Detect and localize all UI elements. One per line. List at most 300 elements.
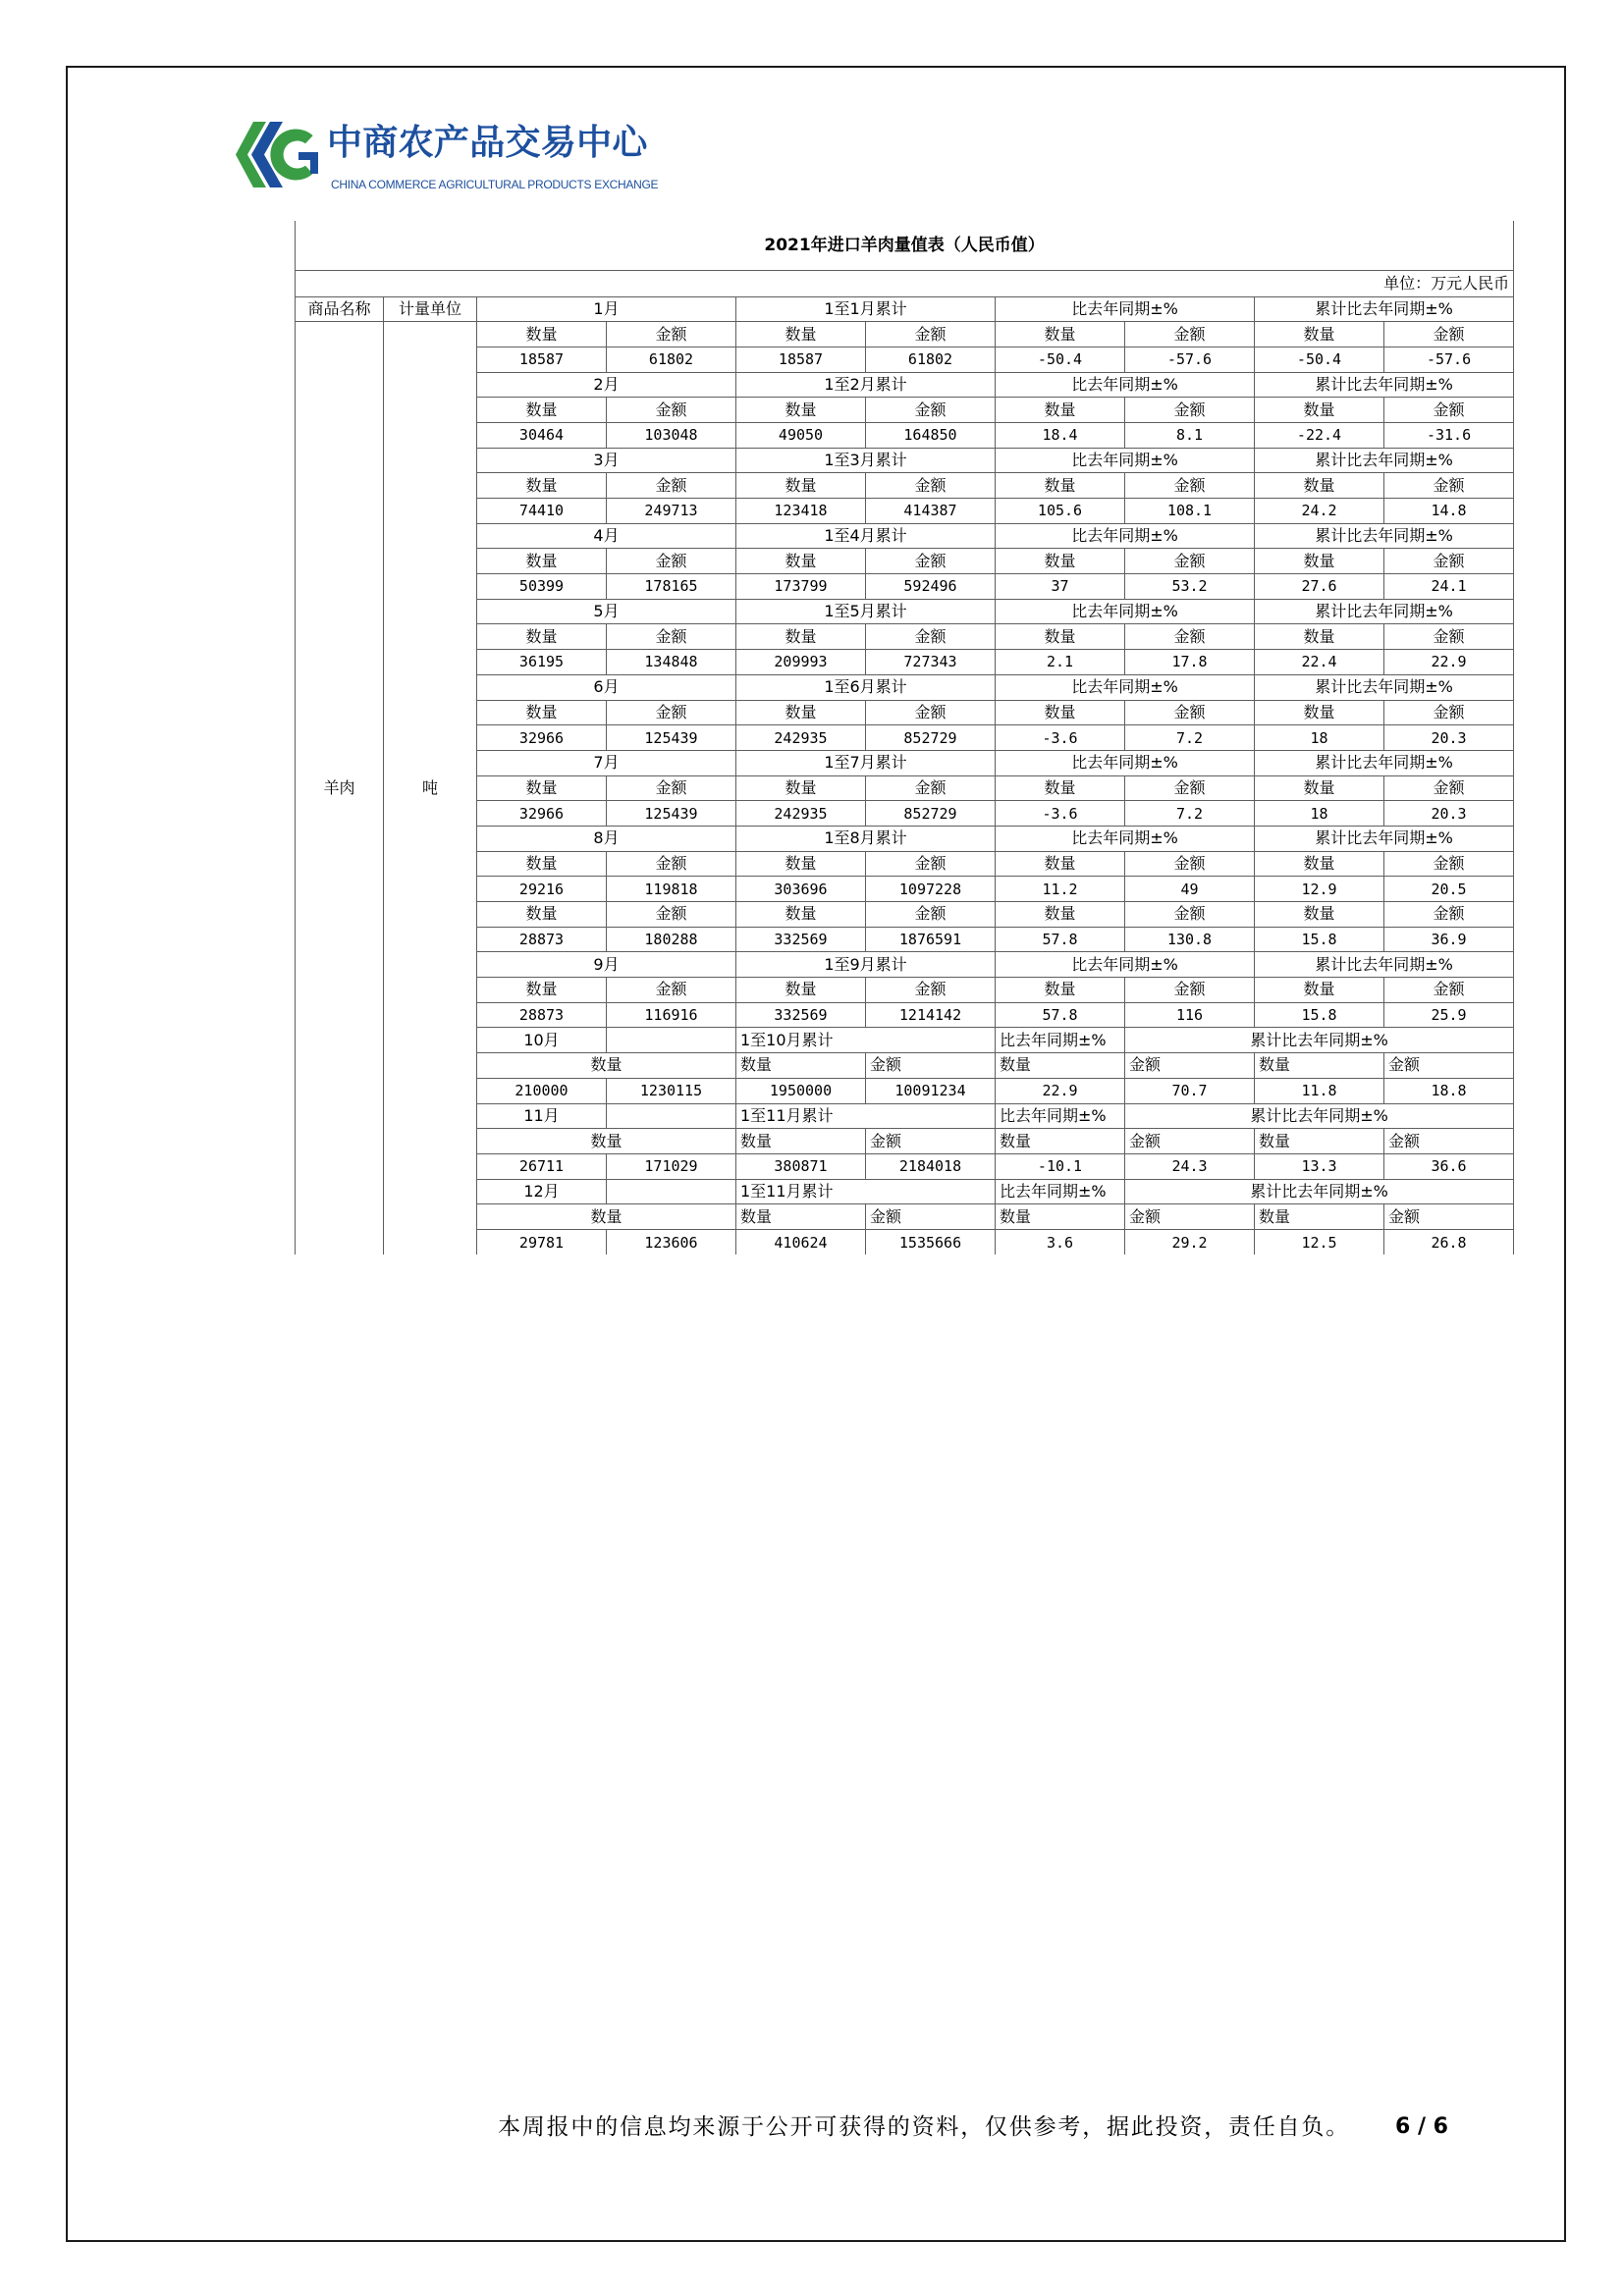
quantity-label: 数量 bbox=[996, 700, 1125, 725]
metric-label-row bbox=[296, 549, 1514, 574]
value-cell: 20.3 bbox=[1384, 725, 1514, 751]
cumulative-yoy-label: 累计比去年同期±% bbox=[1125, 1103, 1514, 1129]
amount-label: 金额 bbox=[1125, 851, 1255, 877]
value-cell: 17.8 bbox=[1125, 650, 1255, 675]
value-cell: 29781 bbox=[477, 1229, 607, 1255]
value-row bbox=[296, 1002, 1514, 1028]
value-cell: -3.6 bbox=[996, 801, 1125, 827]
amount-label: 金额 bbox=[1384, 398, 1514, 423]
company-name-cn: 中商农产品交易中心 bbox=[327, 123, 648, 163]
value-cell: 20.3 bbox=[1384, 801, 1514, 827]
quantity-label: 数量 bbox=[736, 775, 866, 801]
empty-cell bbox=[607, 1103, 736, 1129]
value-cell: 3.6 bbox=[996, 1229, 1125, 1255]
quantity-label: 数量 bbox=[477, 624, 607, 650]
metric-label-row bbox=[296, 700, 1514, 725]
amount-label: 金额 bbox=[607, 322, 736, 347]
value-cell: 14.8 bbox=[1384, 499, 1514, 524]
amount-label: 金额 bbox=[607, 978, 736, 1003]
value-cell: 32966 bbox=[477, 801, 607, 827]
value-cell: 332569 bbox=[736, 927, 866, 952]
value-cell: 1230115 bbox=[607, 1078, 736, 1103]
value-cell: 18.8 bbox=[1384, 1078, 1514, 1103]
amount-label: 金额 bbox=[1384, 473, 1514, 499]
value-row bbox=[296, 725, 1514, 751]
value-cell: 29.2 bbox=[1125, 1229, 1255, 1255]
value-cell: 57.8 bbox=[996, 927, 1125, 952]
quantity-label: 数量 bbox=[1255, 473, 1384, 499]
value-cell: 74410 bbox=[477, 499, 607, 524]
value-cell: 116916 bbox=[607, 1002, 736, 1028]
quantity-label: 数量 bbox=[1255, 549, 1384, 574]
value-row bbox=[296, 650, 1514, 675]
value-cell: 26711 bbox=[477, 1153, 607, 1179]
value-cell: 103048 bbox=[607, 422, 736, 448]
page-number: 6 / 6 bbox=[1395, 2114, 1448, 2139]
month-label: 10月 bbox=[477, 1028, 607, 1053]
period-header-row bbox=[296, 448, 1514, 473]
value-cell: 108.1 bbox=[1125, 499, 1255, 524]
value-cell: 130.8 bbox=[1125, 927, 1255, 952]
metric-label-row bbox=[296, 1204, 1514, 1230]
period-header-row bbox=[296, 1103, 1514, 1129]
value-cell: 18.4 bbox=[996, 422, 1125, 448]
metric-label-row bbox=[296, 1129, 1514, 1154]
amount-label: 金额 bbox=[607, 700, 736, 725]
amount-label: 金额 bbox=[866, 1053, 996, 1079]
amount-label: 金额 bbox=[1125, 775, 1255, 801]
metric-label-row bbox=[296, 398, 1514, 423]
value-cell: 24.3 bbox=[1125, 1153, 1255, 1179]
table-title-row bbox=[296, 221, 1514, 270]
quantity-label: 数量 bbox=[477, 700, 607, 725]
empty-cell bbox=[607, 1179, 736, 1204]
value-cell: 410624 bbox=[736, 1229, 866, 1255]
quantity-label: 数量 bbox=[1255, 700, 1384, 725]
yoy-label: 比去年同期±% bbox=[996, 1028, 1125, 1053]
amount-label: 金额 bbox=[1125, 1204, 1255, 1230]
yoy-label: 比去年同期±% bbox=[996, 296, 1255, 322]
measure-unit-cell: 吨 bbox=[384, 322, 477, 1255]
value-cell: 28873 bbox=[477, 927, 607, 952]
value-cell: -31.6 bbox=[1384, 422, 1514, 448]
cac-logo-icon bbox=[236, 118, 320, 191]
value-cell: 249713 bbox=[607, 499, 736, 524]
quantity-label: 数量 bbox=[996, 624, 1125, 650]
period-header-row bbox=[296, 599, 1514, 624]
value-cell: 36.9 bbox=[1384, 927, 1514, 952]
quantity-label: 数量 bbox=[477, 1053, 736, 1079]
amount-label: 金额 bbox=[866, 1204, 996, 1230]
value-cell: 18587 bbox=[736, 347, 866, 372]
period-header-row bbox=[296, 1179, 1514, 1204]
cumulative-label: 1至6月累计 bbox=[736, 674, 996, 700]
value-row bbox=[296, 574, 1514, 600]
yoy-label: 比去年同期±% bbox=[996, 826, 1255, 851]
amount-label: 金额 bbox=[866, 624, 996, 650]
quantity-label: 数量 bbox=[1255, 1204, 1384, 1230]
value-cell: 852729 bbox=[866, 801, 996, 827]
value-row bbox=[296, 801, 1514, 827]
amount-label: 金额 bbox=[1384, 775, 1514, 801]
company-name-en: CHINA COMMERCE AGRICULTURAL PRODUCTS EXCHANGE bbox=[331, 178, 659, 191]
value-cell: 592496 bbox=[866, 574, 996, 600]
quantity-label: 数量 bbox=[736, 624, 866, 650]
value-cell: 8.1 bbox=[1125, 422, 1255, 448]
quantity-label: 数量 bbox=[1255, 851, 1384, 877]
amount-label: 金额 bbox=[607, 851, 736, 877]
cumulative-label: 1至2月累计 bbox=[736, 372, 996, 398]
amount-label: 金额 bbox=[866, 775, 996, 801]
value-cell: 18587 bbox=[477, 347, 607, 372]
value-cell: 70.7 bbox=[1125, 1078, 1255, 1103]
quantity-label: 数量 bbox=[736, 851, 866, 877]
month-label: 12月 bbox=[477, 1179, 607, 1204]
quantity-label: 数量 bbox=[996, 978, 1125, 1003]
amount-label: 金额 bbox=[866, 549, 996, 574]
period-header-row bbox=[296, 523, 1514, 549]
value-row bbox=[296, 499, 1514, 524]
cumulative-yoy-label: 累计比去年同期±% bbox=[1125, 1179, 1514, 1204]
amount-label: 金额 bbox=[607, 775, 736, 801]
cumulative-yoy-label: 累计比去年同期±% bbox=[1255, 372, 1514, 398]
value-row bbox=[296, 1078, 1514, 1103]
col-header-product: 商品名称 bbox=[296, 296, 384, 322]
cumulative-yoy-label: 累计比去年同期±% bbox=[1255, 674, 1514, 700]
yoy-label: 比去年同期±% bbox=[996, 448, 1255, 473]
cumulative-yoy-label: 累计比去年同期±% bbox=[1255, 952, 1514, 978]
value-row bbox=[296, 877, 1514, 902]
amount-label: 金额 bbox=[607, 902, 736, 928]
amount-label: 金额 bbox=[1125, 902, 1255, 928]
quantity-label: 数量 bbox=[477, 902, 607, 928]
value-cell: 7.2 bbox=[1125, 725, 1255, 751]
value-cell: 22.4 bbox=[1255, 650, 1384, 675]
value-cell: 15.8 bbox=[1255, 927, 1384, 952]
quantity-label: 数量 bbox=[736, 322, 866, 347]
value-cell: 178165 bbox=[607, 574, 736, 600]
value-cell: 1535666 bbox=[866, 1229, 996, 1255]
value-cell: 11.2 bbox=[996, 877, 1125, 902]
quantity-label: 数量 bbox=[477, 1204, 736, 1230]
value-cell: 171029 bbox=[607, 1153, 736, 1179]
value-cell: 11.8 bbox=[1255, 1078, 1384, 1103]
quantity-label: 数量 bbox=[1255, 775, 1384, 801]
value-cell: -22.4 bbox=[1255, 422, 1384, 448]
amount-label: 金额 bbox=[866, 398, 996, 423]
quantity-label: 数量 bbox=[477, 775, 607, 801]
value-row bbox=[296, 1153, 1514, 1179]
yoy-label: 比去年同期±% bbox=[996, 1103, 1125, 1129]
value-cell: 173799 bbox=[736, 574, 866, 600]
value-cell: 332569 bbox=[736, 1002, 866, 1028]
empty-cell bbox=[607, 1028, 736, 1053]
period-header-row bbox=[296, 826, 1514, 851]
value-cell: 852729 bbox=[866, 725, 996, 751]
month-label: 3月 bbox=[477, 448, 736, 473]
period-header-row bbox=[296, 1028, 1514, 1053]
value-cell: 29216 bbox=[477, 877, 607, 902]
value-cell: 727343 bbox=[866, 650, 996, 675]
cumulative-yoy-label: 累计比去年同期±% bbox=[1255, 448, 1514, 473]
value-cell: 134848 bbox=[607, 650, 736, 675]
amount-label: 金额 bbox=[1384, 902, 1514, 928]
quantity-label: 数量 bbox=[996, 549, 1125, 574]
value-cell: 22.9 bbox=[1384, 650, 1514, 675]
value-cell: -50.4 bbox=[996, 347, 1125, 372]
yoy-label: 比去年同期±% bbox=[996, 1179, 1125, 1204]
yoy-label: 比去年同期±% bbox=[996, 750, 1255, 775]
cumulative-label: 1至11月累计 bbox=[736, 1103, 996, 1129]
cumulative-label: 1至9月累计 bbox=[736, 952, 996, 978]
value-cell: 10091234 bbox=[866, 1078, 996, 1103]
quantity-label: 数量 bbox=[996, 1204, 1125, 1230]
month-label: 9月 bbox=[477, 952, 736, 978]
value-cell: 49050 bbox=[736, 422, 866, 448]
period-header-row bbox=[296, 372, 1514, 398]
value-cell: 1214142 bbox=[866, 1002, 996, 1028]
yoy-label: 比去年同期±% bbox=[996, 952, 1255, 978]
metric-label-row bbox=[296, 902, 1514, 928]
value-cell: 125439 bbox=[607, 801, 736, 827]
value-cell: 32966 bbox=[477, 725, 607, 751]
amount-label: 金额 bbox=[1384, 1204, 1514, 1230]
amount-label: 金额 bbox=[1125, 1129, 1255, 1154]
amount-label: 金额 bbox=[1125, 1053, 1255, 1079]
value-cell: 18 bbox=[1255, 725, 1384, 751]
value-cell: 209993 bbox=[736, 650, 866, 675]
quantity-label: 数量 bbox=[736, 902, 866, 928]
value-cell: 123418 bbox=[736, 499, 866, 524]
cumulative-label: 1至11月累计 bbox=[736, 1179, 996, 1204]
quantity-label: 数量 bbox=[996, 473, 1125, 499]
quantity-label: 数量 bbox=[996, 775, 1125, 801]
quantity-label: 数量 bbox=[736, 978, 866, 1003]
value-cell: 2.1 bbox=[996, 650, 1125, 675]
quantity-label: 数量 bbox=[736, 1204, 866, 1230]
quantity-label: 数量 bbox=[996, 902, 1125, 928]
amount-label: 金额 bbox=[607, 473, 736, 499]
amount-label: 金额 bbox=[866, 978, 996, 1003]
amount-label: 金额 bbox=[607, 398, 736, 423]
value-cell: 50399 bbox=[477, 574, 607, 600]
amount-label: 金额 bbox=[866, 1129, 996, 1154]
cumulative-yoy-label: 累计比去年同期±% bbox=[1255, 523, 1514, 549]
value-cell: 49 bbox=[1125, 877, 1255, 902]
value-cell: 61802 bbox=[866, 347, 996, 372]
month-label: 11月 bbox=[477, 1103, 607, 1129]
value-cell: 414387 bbox=[866, 499, 996, 524]
value-cell: 27.6 bbox=[1255, 574, 1384, 600]
metric-label-row bbox=[296, 851, 1514, 877]
amount-label: 金额 bbox=[866, 473, 996, 499]
amount-label: 金额 bbox=[1125, 549, 1255, 574]
quantity-label: 数量 bbox=[477, 851, 607, 877]
cumulative-yoy-label: 累计比去年同期±% bbox=[1255, 826, 1514, 851]
month-label: 4月 bbox=[477, 523, 736, 549]
value-cell: 28873 bbox=[477, 1002, 607, 1028]
disclaimer: 本周报中的信息均来源于公开可获得的资料，仅供参考，据此投资，责任自负。 bbox=[498, 2114, 1350, 2140]
amount-label: 金额 bbox=[1384, 1129, 1514, 1154]
value-cell: 25.9 bbox=[1384, 1002, 1514, 1028]
amount-label: 金额 bbox=[866, 902, 996, 928]
value-cell: 18 bbox=[1255, 801, 1384, 827]
amount-label: 金额 bbox=[866, 700, 996, 725]
quantity-label: 数量 bbox=[1255, 1129, 1384, 1154]
value-cell: 12.9 bbox=[1255, 877, 1384, 902]
value-cell: -10.1 bbox=[996, 1153, 1125, 1179]
value-cell: 1950000 bbox=[736, 1078, 866, 1103]
amount-label: 金额 bbox=[866, 322, 996, 347]
yoy-label: 比去年同期±% bbox=[996, 674, 1255, 700]
month-label: 2月 bbox=[477, 372, 736, 398]
lamb-import-table bbox=[295, 221, 1514, 1255]
quantity-label: 数量 bbox=[996, 851, 1125, 877]
period-header-row bbox=[296, 750, 1514, 775]
value-cell: -3.6 bbox=[996, 725, 1125, 751]
metric-label-row bbox=[296, 624, 1514, 650]
quantity-label: 数量 bbox=[736, 398, 866, 423]
product-name-cell: 羊肉 bbox=[296, 322, 384, 1255]
metric-label-row bbox=[296, 978, 1514, 1003]
amount-label: 金额 bbox=[1125, 473, 1255, 499]
value-cell: 22.9 bbox=[996, 1078, 1125, 1103]
quantity-label: 数量 bbox=[1255, 624, 1384, 650]
value-cell: 53.2 bbox=[1125, 574, 1255, 600]
metric-label-row bbox=[296, 775, 1514, 801]
value-cell: 24.2 bbox=[1255, 499, 1384, 524]
cumulative-label: 1至1月累计 bbox=[736, 296, 996, 322]
quantity-label: 数量 bbox=[477, 473, 607, 499]
value-cell: -50.4 bbox=[1255, 347, 1384, 372]
cumulative-yoy-label: 累计比去年同期±% bbox=[1255, 750, 1514, 775]
metric-label-row bbox=[296, 322, 1514, 347]
value-row bbox=[296, 1229, 1514, 1255]
value-row bbox=[296, 347, 1514, 372]
cumulative-yoy-label: 累计比去年同期±% bbox=[1255, 296, 1514, 322]
quantity-label: 数量 bbox=[1255, 398, 1384, 423]
value-cell: 20.5 bbox=[1384, 877, 1514, 902]
amount-label: 金额 bbox=[1384, 624, 1514, 650]
value-cell: 116 bbox=[1125, 1002, 1255, 1028]
quantity-label: 数量 bbox=[996, 1129, 1125, 1154]
amount-label: 金额 bbox=[1384, 1053, 1514, 1079]
value-cell: 242935 bbox=[736, 801, 866, 827]
month-label: 6月 bbox=[477, 674, 736, 700]
value-cell: 210000 bbox=[477, 1078, 607, 1103]
cumulative-label: 1至3月累计 bbox=[736, 448, 996, 473]
amount-label: 金额 bbox=[607, 624, 736, 650]
quantity-label: 数量 bbox=[1255, 322, 1384, 347]
amount-label: 金额 bbox=[1125, 700, 1255, 725]
cumulative-label: 1至5月累计 bbox=[736, 599, 996, 624]
table-title: 2021年进口羊肉量值表（人民币值） bbox=[296, 221, 1514, 270]
yoy-label: 比去年同期±% bbox=[996, 372, 1255, 398]
quantity-label: 数量 bbox=[996, 1053, 1125, 1079]
month-label: 8月 bbox=[477, 826, 736, 851]
table-unit-row bbox=[296, 270, 1514, 296]
amount-label: 金额 bbox=[1384, 549, 1514, 574]
metric-label-row bbox=[296, 1053, 1514, 1079]
value-cell: -57.6 bbox=[1125, 347, 1255, 372]
value-cell: 180288 bbox=[607, 927, 736, 952]
amount-label: 金额 bbox=[866, 851, 996, 877]
cumulative-yoy-label: 累计比去年同期±% bbox=[1255, 599, 1514, 624]
value-cell: 123606 bbox=[607, 1229, 736, 1255]
value-cell: 7.2 bbox=[1125, 801, 1255, 827]
amount-label: 金额 bbox=[1384, 978, 1514, 1003]
amount-label: 金额 bbox=[1125, 398, 1255, 423]
amount-label: 金额 bbox=[1384, 851, 1514, 877]
value-cell: 105.6 bbox=[996, 499, 1125, 524]
value-cell: 12.5 bbox=[1255, 1229, 1384, 1255]
col-header-unit: 计量单位 bbox=[384, 296, 477, 322]
period-header-row bbox=[296, 952, 1514, 978]
quantity-label: 数量 bbox=[996, 398, 1125, 423]
amount-label: 金额 bbox=[1125, 978, 1255, 1003]
cumulative-label: 1至10月累计 bbox=[736, 1028, 996, 1053]
value-cell: 1097228 bbox=[866, 877, 996, 902]
period-header-row bbox=[296, 296, 1514, 322]
value-cell: 15.8 bbox=[1255, 1002, 1384, 1028]
amount-label: 金额 bbox=[1384, 700, 1514, 725]
value-cell: 37 bbox=[996, 574, 1125, 600]
value-row bbox=[296, 422, 1514, 448]
amount-label: 金额 bbox=[1384, 322, 1514, 347]
quantity-label: 数量 bbox=[1255, 1053, 1384, 1079]
quantity-label: 数量 bbox=[736, 549, 866, 574]
value-row bbox=[296, 927, 1514, 952]
amount-label: 金额 bbox=[1125, 624, 1255, 650]
value-cell: 61802 bbox=[607, 347, 736, 372]
cumulative-label: 1至4月累计 bbox=[736, 523, 996, 549]
cumulative-label: 1至7月累计 bbox=[736, 750, 996, 775]
quantity-label: 数量 bbox=[477, 549, 607, 574]
unit-note: 单位：万元人民币 bbox=[296, 270, 1514, 296]
period-header-row bbox=[296, 674, 1514, 700]
quantity-label: 数量 bbox=[736, 473, 866, 499]
value-cell: 119818 bbox=[607, 877, 736, 902]
quantity-label: 数量 bbox=[1255, 978, 1384, 1003]
quantity-label: 数量 bbox=[477, 1129, 736, 1154]
yoy-label: 比去年同期±% bbox=[996, 599, 1255, 624]
value-cell: 1876591 bbox=[866, 927, 996, 952]
cumulative-yoy-label: 累计比去年同期±% bbox=[1125, 1028, 1514, 1053]
yoy-label: 比去年同期±% bbox=[996, 523, 1255, 549]
value-cell: -57.6 bbox=[1384, 347, 1514, 372]
value-cell: 36195 bbox=[477, 650, 607, 675]
value-cell: 26.8 bbox=[1384, 1229, 1514, 1255]
cumulative-label: 1至8月累计 bbox=[736, 826, 996, 851]
value-cell: 30464 bbox=[477, 422, 607, 448]
month-label: 1月 bbox=[477, 296, 736, 322]
value-cell: 125439 bbox=[607, 725, 736, 751]
quantity-label: 数量 bbox=[996, 322, 1125, 347]
value-cell: 13.3 bbox=[1255, 1153, 1384, 1179]
quantity-label: 数量 bbox=[736, 700, 866, 725]
quantity-label: 数量 bbox=[1255, 902, 1384, 928]
quantity-label: 数量 bbox=[477, 978, 607, 1003]
value-cell: 242935 bbox=[736, 725, 866, 751]
amount-label: 金额 bbox=[607, 549, 736, 574]
value-cell: 380871 bbox=[736, 1153, 866, 1179]
value-cell: 36.6 bbox=[1384, 1153, 1514, 1179]
quantity-label: 数量 bbox=[477, 322, 607, 347]
value-cell: 303696 bbox=[736, 877, 866, 902]
value-cell: 2184018 bbox=[866, 1153, 996, 1179]
metric-label-row bbox=[296, 473, 1514, 499]
month-label: 7月 bbox=[477, 750, 736, 775]
